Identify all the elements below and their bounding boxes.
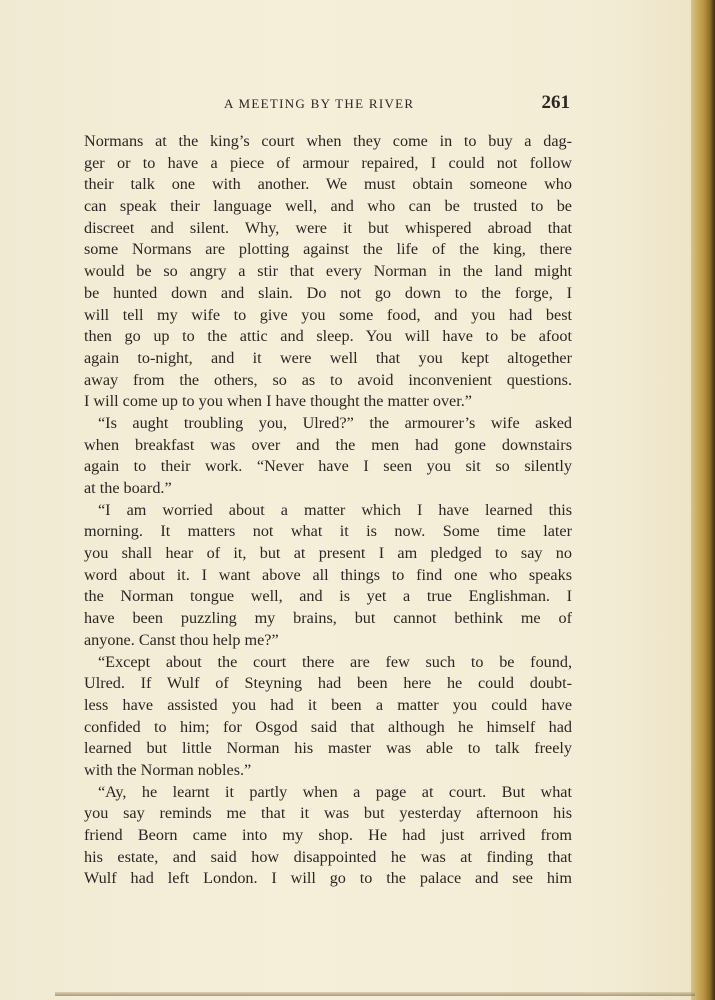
text-line: some Normans are plotting against the life of the king, there	[84, 240, 572, 259]
text-line: you say reminds me that it was but yesterday afternoon his	[84, 804, 572, 823]
text-line: when breakfast was over and the men had gone downstairs	[84, 435, 572, 454]
text-line: with the Norman nobles.”	[84, 760, 252, 779]
text-line: can speak their language well, and who can be trusted to be	[84, 197, 572, 216]
text-line: Wulf had left London. I will go to the palace and see him	[84, 869, 572, 888]
text-line: the Norman tongue well, and is yet a true Englishman. I	[84, 587, 572, 606]
text-line: discreet and silent. Why, were it but whispered abroad that	[84, 218, 572, 237]
text-line: at the board.”	[84, 479, 172, 497]
text-line: away from the others, so as to avoid inconvenient questions.	[84, 370, 572, 389]
text-line: you shall hear of it, but at present I am pledged to say no	[84, 544, 572, 563]
text-line: then go up to the attic and sleep. You will have to be afoot	[84, 327, 572, 346]
text-line: “Is aught troubling you, Ulred?” the armourer’s wife asked	[98, 413, 572, 432]
text-line: be hunted down and slain. Do not go down to the forge, I	[84, 283, 572, 302]
text-line: “I am worried about a matter which I have learned this	[98, 500, 572, 519]
running-head: A MEETING BY THE RIVER	[224, 96, 415, 111]
text-line: again to their work. “Never have I seen you sit so silently	[84, 457, 572, 476]
text-line: morning. It matters not what it is now. Some time later	[84, 522, 572, 541]
text-line: ger or to have a piece of armour repaired, I could not follow	[84, 153, 572, 172]
text-line: again to-night, and it were well that you kept altogether	[84, 348, 572, 367]
page-number: 261	[541, 92, 570, 113]
page-header	[84, 92, 574, 118]
text-line: will tell my wife to give you some food, and you had best	[84, 305, 572, 324]
text-line: less have assisted you had it been a matter you could have	[84, 695, 572, 714]
text-line: “Except about the court there are few such to be found,	[98, 652, 572, 671]
text-line: his estate, and said how disappointed he was at finding that	[84, 847, 572, 866]
text-line: Ulred. If Wulf of Steyning had been here he could doubt-	[84, 674, 572, 693]
text-line: friend Beorn came into my shop. He had just arrived from	[84, 826, 572, 844]
text-line: “Ay, he learnt it partly when a page at court. But what	[98, 782, 572, 801]
text-line: learned but little Norman his master was able to talk freely	[84, 739, 572, 758]
book-spine-edge	[691, 0, 715, 1000]
text-line: confided to him; for Osgod said that although he himself had	[84, 717, 572, 736]
text-line: word about it. I want above all things to find one who speaks	[84, 565, 572, 584]
text-line: their talk one with another. We must obtain someone who	[84, 175, 572, 194]
text-line: anyone. Canst thou help me?”	[84, 630, 279, 649]
text-line: would be so angry a stir that every Norman in the land might	[84, 262, 572, 281]
page-bottom-edge	[55, 992, 695, 996]
body-text	[84, 131, 572, 890]
text-line: I will come up to you when I have thought the matter over.”	[84, 392, 472, 411]
text-line: Normans at the king’s court when they come in to buy a dag-	[84, 132, 572, 150]
text-line: have been puzzling my brains, but cannot bethink me of	[84, 609, 572, 628]
